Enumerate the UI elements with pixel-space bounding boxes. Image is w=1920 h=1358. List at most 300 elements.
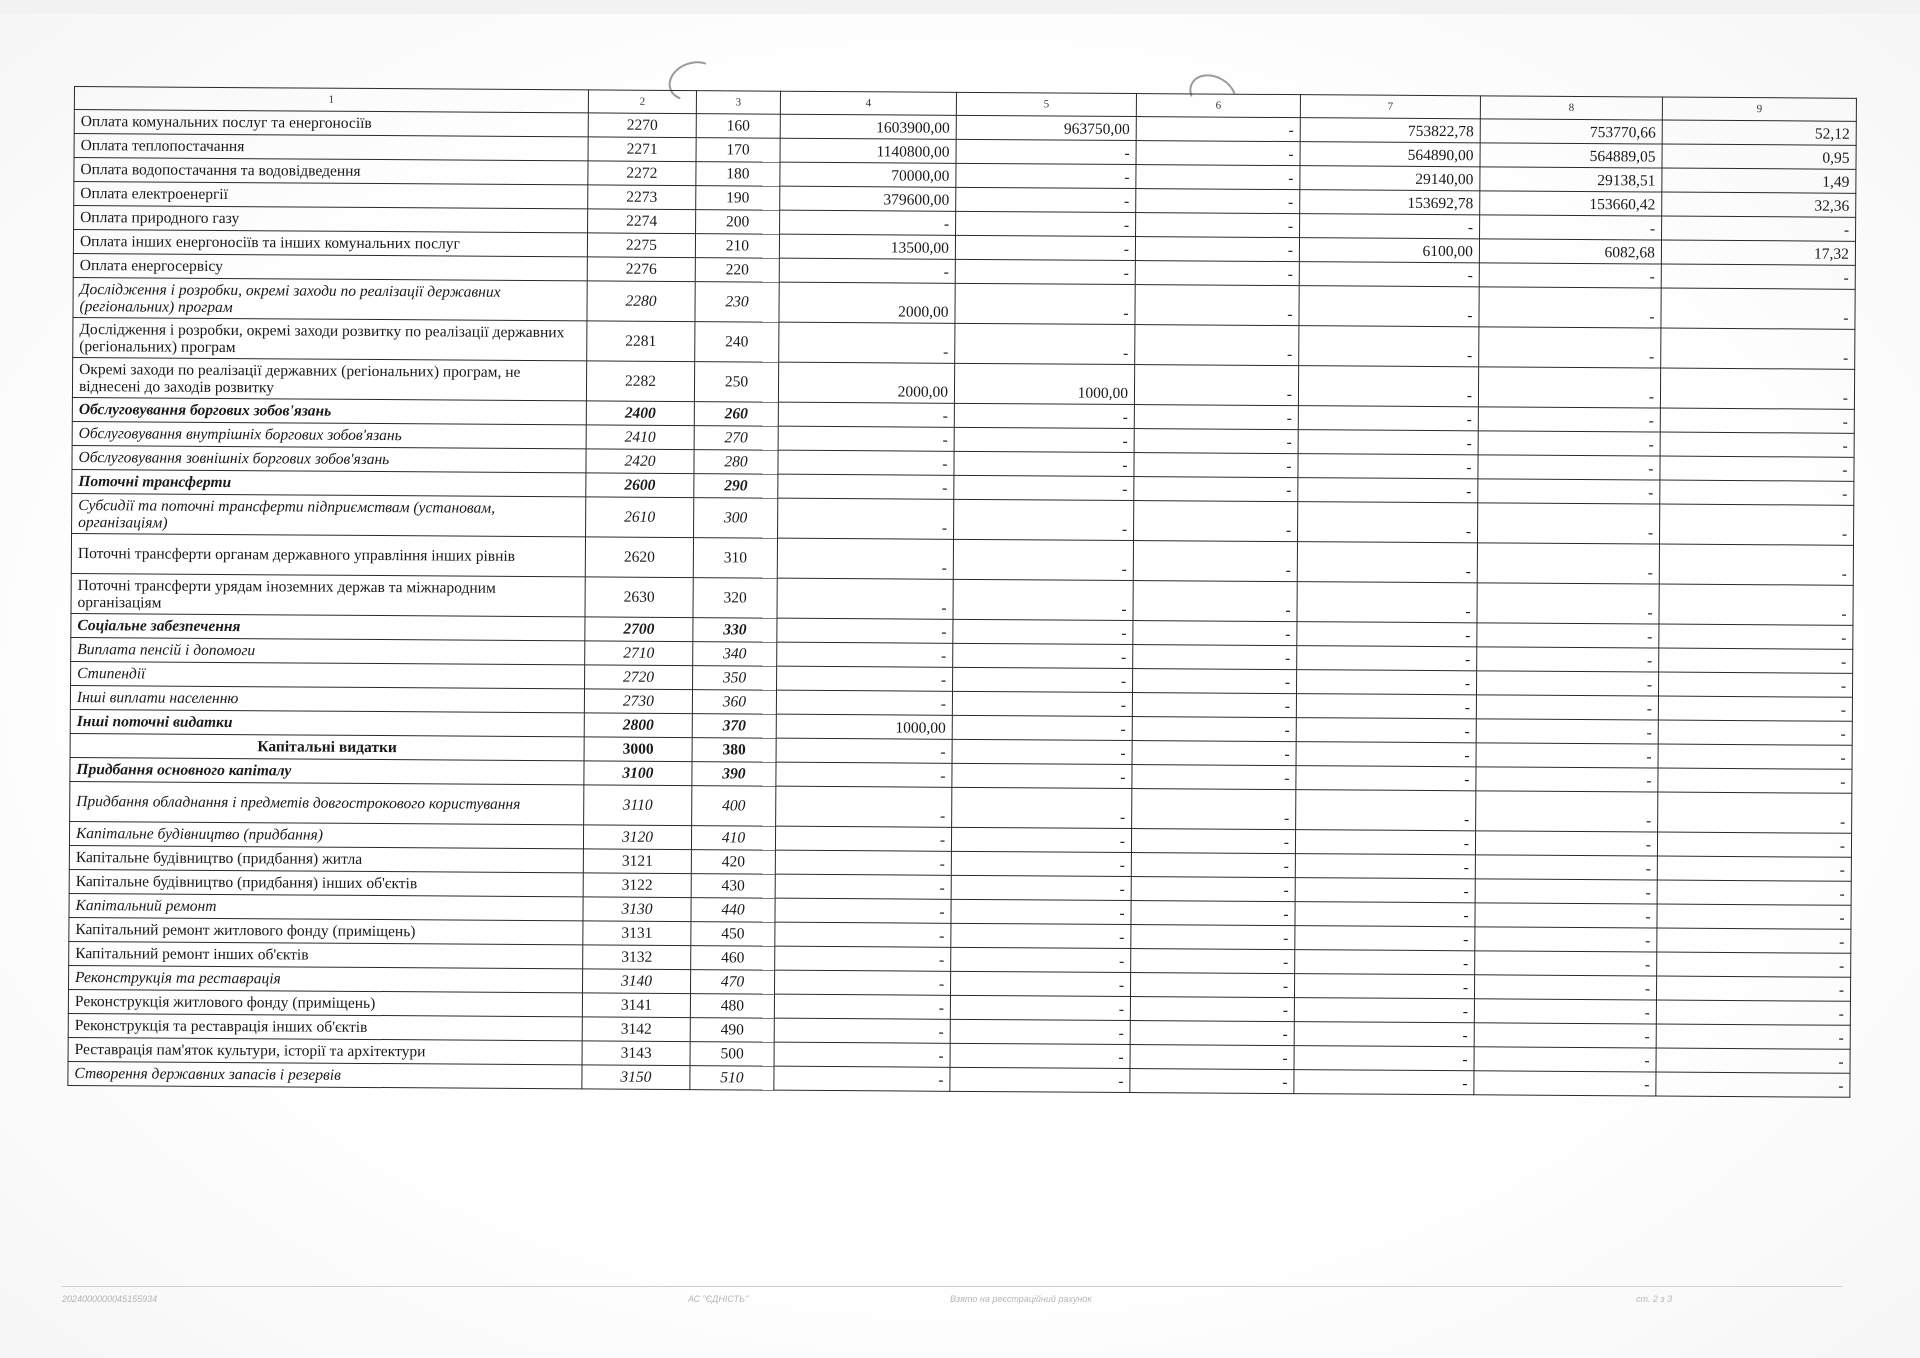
row-name: Оплата комунальних послуг та енергоносіїв: [74, 110, 588, 137]
row-name: Оплата природного газу: [74, 206, 588, 233]
amount-col-8: -: [1477, 647, 1659, 672]
amount-col-8: -: [1480, 215, 1662, 240]
row-code: 2730: [584, 689, 692, 714]
amount-col-5: -: [952, 763, 1132, 788]
amount-col-9: -: [1659, 584, 1853, 625]
amount-col-5: -: [951, 899, 1131, 924]
row-line-code: 470: [690, 970, 774, 995]
row-code: 3130: [583, 897, 691, 922]
amount-col-8: -: [1475, 903, 1657, 928]
amount-col-8: -: [1479, 287, 1661, 328]
row-line-code: 250: [694, 362, 778, 403]
amount-col-8: 29138,51: [1480, 167, 1662, 192]
amount-col-6: -: [1132, 717, 1296, 742]
page-footer: [0, 1286, 1920, 1316]
table-body: [68, 110, 1856, 1098]
amount-col-8: -: [1478, 431, 1660, 456]
row-name: Капітальний ремонт житлового фонду (приміщень): [69, 917, 583, 944]
amount-col-6: -: [1136, 189, 1300, 214]
amount-col-5: -: [954, 475, 1134, 500]
footer-organization: АС "ЄДНІСТЬ": [688, 1294, 749, 1304]
amount-col-9: -: [1658, 792, 1852, 833]
amount-col-5: -: [953, 539, 1133, 580]
row-line-code: 440: [691, 898, 775, 923]
row-name: Реконструкція та реставрація інших об'єктів: [68, 1013, 582, 1040]
row-code: 2800: [584, 713, 692, 738]
amount-col-7: -: [1295, 950, 1475, 975]
amount-col-4: 379600,00: [780, 186, 956, 211]
amount-col-9: -: [1657, 832, 1851, 857]
row-code: 2271: [588, 137, 696, 162]
row-line-code: 410: [691, 826, 775, 851]
amount-col-9: -: [1660, 456, 1854, 481]
amount-col-9: -: [1660, 480, 1854, 505]
amount-col-4: -: [777, 538, 953, 579]
page-edge: [0, 0, 1920, 14]
amount-col-4: -: [777, 642, 953, 667]
amount-col-6: -: [1132, 765, 1296, 790]
amount-col-7: -: [1299, 286, 1479, 327]
amount-col-9: -: [1656, 1024, 1850, 1049]
amount-col-8: -: [1476, 719, 1658, 744]
amount-col-8: -: [1474, 1047, 1656, 1072]
amount-col-6: -: [1133, 621, 1297, 646]
amount-col-9: 52,12: [1662, 120, 1856, 145]
row-name: Створення державних запасів і резервів: [68, 1061, 582, 1088]
row-code: 2270: [588, 113, 696, 138]
row-code: 2400: [586, 401, 694, 426]
row-code: 2280: [587, 281, 695, 322]
row-name: Інші поточні видатки: [70, 709, 584, 736]
amount-col-4: 2000,00: [778, 362, 954, 403]
amount-col-5: -: [955, 235, 1135, 260]
row-name: Обслуговування боргових зобов'язань: [72, 397, 586, 424]
amount-col-7: -: [1296, 670, 1476, 695]
column-number: 5: [956, 92, 1136, 116]
amount-col-7: 29140,00: [1300, 166, 1480, 191]
amount-col-5: -: [955, 323, 1135, 364]
amount-col-7: -: [1294, 1022, 1474, 1047]
amount-col-9: -: [1659, 624, 1853, 649]
footer-document-id: 2024000000045155934: [62, 1294, 158, 1304]
row-name: Поточні трансферти: [72, 469, 586, 496]
amount-col-7: -: [1296, 718, 1476, 743]
amount-col-5: -: [953, 667, 1133, 692]
row-code: 3121: [583, 849, 691, 874]
amount-col-7: -: [1294, 974, 1474, 999]
row-code: 2610: [586, 497, 694, 538]
amount-col-9: 17,32: [1661, 240, 1855, 265]
row-line-code: 160: [696, 114, 780, 139]
row-code: 3120: [583, 825, 691, 850]
row-name: Виплата пенсій і допомоги: [71, 637, 585, 664]
row-line-code: 260: [694, 402, 778, 427]
amount-col-8: -: [1475, 879, 1657, 904]
amount-col-6: -: [1131, 877, 1295, 902]
amount-col-9: -: [1659, 544, 1853, 585]
row-code: 2281: [587, 321, 695, 362]
amount-col-9: -: [1659, 648, 1853, 673]
row-name: Реставрація пам'яток культури, історії та архітектури: [68, 1037, 582, 1064]
amount-col-5: -: [952, 691, 1132, 716]
row-code: 3142: [582, 1017, 690, 1042]
amount-col-6: -: [1130, 1069, 1294, 1094]
row-name: Капітальні видатки: [70, 733, 584, 760]
amount-col-5: -: [956, 163, 1136, 188]
row-code: 3122: [583, 873, 691, 898]
row-code: 2275: [587, 233, 695, 258]
amount-col-6: -: [1132, 789, 1296, 830]
row-name: Обслуговування внутрішніх боргових зобов'язань: [72, 421, 586, 448]
row-name: Інші виплати населенню: [70, 685, 584, 712]
row-code: 3000: [584, 737, 692, 762]
row-name: Соціальне забезпечення: [71, 613, 585, 640]
amount-col-6: -: [1132, 741, 1296, 766]
row-name: Дослідження і розробки, окремі заходи розвитку по реалізації державних (регіональних) програм: [73, 317, 587, 360]
amount-col-7: -: [1298, 502, 1478, 543]
amount-col-6: -: [1133, 669, 1297, 694]
row-line-code: 170: [696, 138, 780, 163]
amount-col-5: 1000,00: [954, 363, 1134, 404]
row-line-code: 350: [693, 666, 777, 691]
amount-col-8: -: [1475, 831, 1657, 856]
amount-col-8: -: [1474, 975, 1656, 1000]
amount-col-5: -: [951, 851, 1131, 876]
amount-col-6: -: [1134, 453, 1298, 478]
row-line-code: 270: [694, 426, 778, 451]
amount-col-9: -: [1661, 328, 1855, 369]
amount-col-6: -: [1134, 429, 1298, 454]
amount-col-4: -: [775, 874, 951, 899]
amount-col-4: -: [775, 922, 951, 947]
amount-col-6: -: [1135, 285, 1299, 326]
amount-col-7: -: [1296, 766, 1476, 791]
amount-col-6: -: [1134, 477, 1298, 502]
row-code: 2630: [585, 577, 693, 618]
row-code: 2420: [586, 449, 694, 474]
amount-col-4: -: [777, 578, 953, 619]
row-name: Реконструкція житлового фонду (приміщень): [68, 989, 582, 1016]
amount-col-9: -: [1661, 288, 1855, 329]
amount-col-6: -: [1130, 1045, 1294, 1070]
amount-col-4: 1000,00: [776, 714, 952, 739]
amount-col-5: -: [954, 427, 1134, 452]
amount-col-7: -: [1294, 998, 1474, 1023]
amount-col-4: -: [776, 690, 952, 715]
amount-col-5: -: [950, 1043, 1130, 1068]
amount-col-4: -: [776, 786, 952, 827]
amount-col-6: -: [1135, 237, 1299, 262]
amount-col-4: -: [778, 402, 954, 427]
amount-col-7: -: [1297, 646, 1477, 671]
row-line-code: 210: [695, 234, 779, 259]
amount-col-7: -: [1294, 1070, 1474, 1095]
amount-col-4: -: [777, 666, 953, 691]
row-line-code: 300: [694, 498, 778, 539]
amount-col-5: -: [953, 579, 1133, 620]
amount-col-7: -: [1295, 830, 1475, 855]
amount-col-5: -: [951, 947, 1131, 972]
row-code: 3100: [584, 761, 692, 786]
row-line-code: 290: [694, 474, 778, 499]
amount-col-7: -: [1299, 262, 1479, 287]
row-name: Капітальне будівництво (придбання) інших об'єктів: [69, 869, 583, 896]
column-number: 9: [1662, 97, 1856, 121]
column-number: 4: [780, 91, 956, 115]
amount-col-4: -: [774, 1066, 950, 1091]
amount-col-8: -: [1476, 791, 1658, 832]
amount-col-8: -: [1478, 503, 1660, 544]
row-code: 2274: [588, 209, 696, 234]
amount-col-9: -: [1660, 408, 1854, 433]
amount-col-5: -: [953, 619, 1133, 644]
row-code: 2620: [585, 537, 693, 578]
amount-col-7: 153692,78: [1300, 190, 1480, 215]
row-line-code: 200: [696, 210, 780, 235]
amount-col-8: -: [1478, 455, 1660, 480]
amount-col-9: 0,95: [1662, 144, 1856, 169]
row-name: Придбання обладнання і предметів довгострокового користування: [70, 781, 584, 824]
row-name: Стипендії: [71, 661, 585, 688]
amount-col-6: -: [1132, 693, 1296, 718]
amount-col-8: 564889,05: [1480, 143, 1662, 168]
amount-col-6: -: [1130, 1021, 1294, 1046]
row-name: Обслуговування зовнішніх боргових зобов'язань: [72, 445, 586, 472]
amount-col-9: 1,49: [1662, 168, 1856, 193]
amount-col-5: 963750,00: [956, 115, 1136, 140]
amount-col-8: -: [1475, 951, 1657, 976]
amount-col-9: -: [1657, 880, 1851, 905]
row-line-code: 340: [693, 642, 777, 667]
row-line-code: 330: [693, 618, 777, 643]
row-name: Оплата водопостачання та водовідведення: [74, 158, 588, 185]
amount-col-7: -: [1298, 454, 1478, 479]
amount-col-9: -: [1659, 504, 1853, 545]
amount-col-6: -: [1130, 973, 1294, 998]
amount-col-6: -: [1131, 829, 1295, 854]
row-line-code: 360: [692, 690, 776, 715]
amount-col-9: -: [1656, 1072, 1850, 1097]
column-number: 2: [588, 90, 696, 114]
amount-col-4: 13500,00: [779, 234, 955, 259]
column-number: 7: [1300, 95, 1480, 119]
amount-col-7: -: [1296, 790, 1476, 831]
row-name: Субсидії та поточні трансферти підприємствам (установам, організаціям): [72, 493, 586, 536]
amount-col-5: -: [952, 787, 1132, 828]
amount-col-5: -: [955, 259, 1135, 284]
amount-col-9: -: [1657, 904, 1851, 929]
row-line-code: 180: [696, 162, 780, 187]
amount-col-8: -: [1474, 1023, 1656, 1048]
amount-col-5: -: [951, 827, 1131, 852]
row-code: 2710: [585, 641, 693, 666]
amount-col-8: -: [1476, 743, 1658, 768]
amount-col-5: -: [951, 875, 1131, 900]
row-line-code: 220: [695, 258, 779, 283]
row-line-code: 390: [692, 762, 776, 787]
column-number: 3: [696, 91, 780, 115]
amount-col-4: -: [774, 1042, 950, 1067]
amount-col-8: -: [1477, 623, 1659, 648]
amount-col-4: 2000,00: [779, 282, 955, 323]
amount-col-8: -: [1476, 767, 1658, 792]
amount-col-8: -: [1474, 1071, 1656, 1096]
row-name: Оплата інших енергоносіїв та інших комунальних послуг: [73, 230, 587, 257]
row-name: Капітальний ремонт: [69, 893, 583, 920]
amount-col-4: -: [778, 426, 954, 451]
row-line-code: 480: [690, 994, 774, 1019]
amount-col-5: -: [956, 211, 1136, 236]
row-line-code: 320: [693, 578, 777, 619]
row-code: 3141: [582, 993, 690, 1018]
amount-col-9: -: [1660, 368, 1854, 409]
amount-col-7: 753822,78: [1300, 118, 1480, 143]
amount-col-5: -: [950, 1067, 1130, 1092]
amount-col-7: -: [1295, 878, 1475, 903]
amount-col-6: -: [1136, 117, 1300, 142]
amount-col-4: -: [777, 618, 953, 643]
amount-col-8: 6082,68: [1479, 239, 1661, 264]
amount-col-7: 6100,00: [1299, 238, 1479, 263]
amount-col-9: -: [1661, 264, 1855, 289]
amount-col-6: -: [1134, 365, 1298, 406]
amount-col-6: -: [1133, 541, 1297, 582]
footer-divider: [62, 1286, 1842, 1287]
footer-note: Взято на реєстраційний рахунок: [950, 1294, 1092, 1304]
amount-col-5: -: [956, 187, 1136, 212]
amount-col-7: -: [1297, 582, 1477, 623]
amount-col-9: -: [1658, 720, 1852, 745]
row-line-code: 240: [695, 322, 779, 363]
amount-col-9: -: [1658, 744, 1852, 769]
amount-col-7: -: [1298, 406, 1478, 431]
amount-col-6: -: [1133, 645, 1297, 670]
amount-col-4: -: [774, 994, 950, 1019]
amount-col-7: -: [1298, 478, 1478, 503]
amount-col-9: -: [1656, 1000, 1850, 1025]
row-name: Дослідження і розробки, окремі заходи по реалізації державних (регіональних) програм: [73, 277, 587, 320]
amount-col-4: -: [780, 210, 956, 235]
amount-col-4: -: [776, 762, 952, 787]
amount-col-6: -: [1133, 581, 1297, 622]
row-name: Капітальний ремонт інших об'єктів: [69, 941, 583, 968]
amount-col-4: 1603900,00: [780, 114, 956, 139]
amount-col-4: -: [774, 1018, 950, 1043]
row-line-code: 190: [696, 186, 780, 211]
amount-col-8: -: [1477, 543, 1659, 584]
amount-col-9: -: [1658, 672, 1852, 697]
row-line-code: 230: [695, 282, 779, 323]
row-name: Окремі заходи по реалізації державних (регіональних) програм, не віднесені до заходів розвитку: [72, 357, 586, 400]
row-code: 3150: [582, 1065, 690, 1090]
amount-col-8: -: [1478, 407, 1660, 432]
amount-col-8: -: [1477, 583, 1659, 624]
row-line-code: 280: [694, 450, 778, 475]
amount-col-5: -: [952, 715, 1132, 740]
amount-col-5: -: [954, 403, 1134, 428]
row-code: 2276: [587, 257, 695, 282]
amount-col-8: 153660,42: [1480, 191, 1662, 216]
amount-col-9: -: [1657, 928, 1851, 953]
amount-col-7: -: [1300, 214, 1480, 239]
amount-col-6: -: [1136, 165, 1300, 190]
amount-col-8: -: [1478, 479, 1660, 504]
amount-col-6: -: [1134, 405, 1298, 430]
amount-col-5: -: [952, 739, 1132, 764]
amount-col-5: -: [950, 971, 1130, 996]
row-name: Оплата теплопостачання: [74, 134, 588, 161]
amount-col-8: -: [1479, 327, 1661, 368]
amount-col-5: -: [953, 643, 1133, 668]
amount-col-9: -: [1658, 768, 1852, 793]
row-line-code: 510: [690, 1066, 774, 1091]
amount-col-4: -: [778, 450, 954, 475]
amount-col-8: -: [1474, 999, 1656, 1024]
amount-col-7: -: [1294, 1046, 1474, 1071]
amount-col-8: -: [1475, 855, 1657, 880]
amount-col-7: -: [1297, 542, 1477, 583]
row-line-code: 370: [692, 714, 776, 739]
column-number: 6: [1136, 94, 1300, 118]
row-line-code: 500: [690, 1042, 774, 1067]
amount-col-6: -: [1135, 261, 1299, 286]
amount-col-6: -: [1131, 925, 1295, 950]
row-code: 2272: [588, 161, 696, 186]
amount-col-4: -: [775, 946, 951, 971]
amount-col-6: -: [1136, 213, 1300, 238]
amount-col-5: -: [955, 283, 1135, 324]
row-line-code: 310: [693, 538, 777, 579]
amount-col-4: -: [774, 970, 950, 995]
row-name: Капітальне будівництво (придбання): [69, 821, 583, 848]
amount-col-4: -: [779, 322, 955, 363]
amount-col-6: -: [1131, 901, 1295, 926]
amount-col-4: -: [779, 258, 955, 283]
amount-col-8: -: [1476, 695, 1658, 720]
amount-col-4: -: [776, 738, 952, 763]
amount-col-5: -: [954, 451, 1134, 476]
row-line-code: 380: [692, 738, 776, 763]
amount-col-7: -: [1298, 430, 1478, 455]
amount-col-4: -: [775, 826, 951, 851]
row-line-code: 450: [691, 922, 775, 947]
amount-col-6: -: [1136, 141, 1300, 166]
amount-col-5: -: [951, 923, 1131, 948]
row-name: Реконструкція та реставрація: [69, 965, 583, 992]
amount-col-9: 32,36: [1662, 192, 1856, 217]
amount-col-5: -: [956, 139, 1136, 164]
amount-col-8: -: [1479, 263, 1661, 288]
row-name: Оплата енергосервісу: [73, 253, 587, 280]
amount-col-7: -: [1295, 902, 1475, 927]
row-code: 2600: [586, 473, 694, 498]
amount-col-8: 753770,66: [1480, 119, 1662, 144]
row-code: 3110: [584, 785, 692, 826]
amount-col-6: -: [1131, 949, 1295, 974]
amount-col-4: -: [778, 474, 954, 499]
row-line-code: 400: [692, 786, 776, 827]
row-code: 2282: [586, 361, 694, 402]
row-name: Поточні трансферти органам державного управління інших рівнів: [71, 533, 585, 576]
column-number: 1: [74, 87, 588, 113]
row-name: Придбання основного капіталу: [70, 757, 584, 784]
row-code: 3140: [582, 969, 690, 994]
amount-col-8: -: [1476, 671, 1658, 696]
amount-col-5: -: [950, 995, 1130, 1020]
amount-col-6: -: [1135, 325, 1299, 366]
footer-page-number: ст. 2 з 3: [1636, 1294, 1673, 1304]
amount-col-8: -: [1478, 367, 1660, 408]
